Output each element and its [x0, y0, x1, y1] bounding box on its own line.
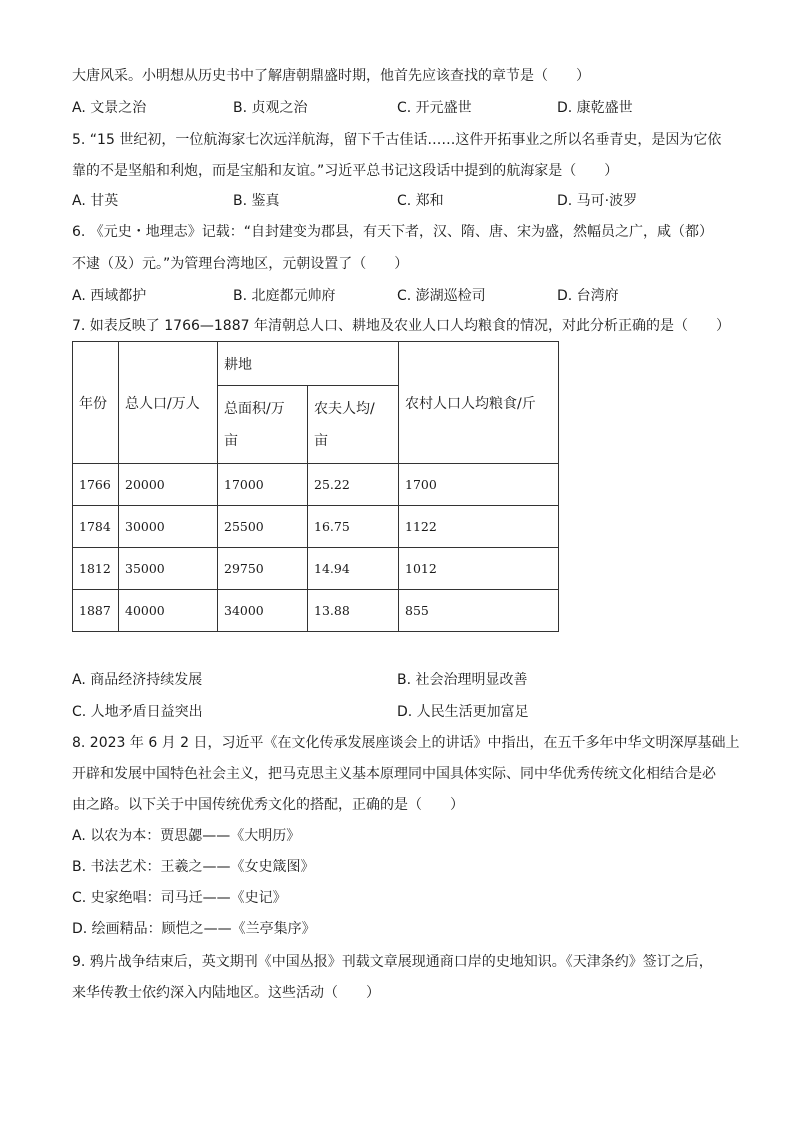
table-header-total-area-line2: 亩: [224, 432, 238, 449]
q6-option-a: A. 西域都护: [72, 288, 147, 304]
q5-option-b: B. 鉴真: [233, 193, 280, 209]
q9-stem-line1: 9. 鸦片战争结束后，英文期刊《中国丛报》刊载文章展现通商口岸的史地知识。《天津条约》签订之后，: [72, 954, 713, 970]
cell-per-farmer: 13.88: [308, 590, 399, 632]
q6-option-d: D. 台湾府: [557, 288, 619, 304]
q4-option-c: C. 开元盛世: [397, 100, 472, 116]
cell-year: 1766: [73, 464, 119, 506]
q4-option-a: A. 文景之治: [72, 100, 147, 116]
cell-year: 1784: [73, 506, 119, 548]
q7-option-b: B. 社会治理明显改善: [397, 672, 528, 688]
q4-option-b: B. 贞观之治: [233, 100, 308, 116]
cell-total-area: 17000: [218, 464, 308, 506]
q8-option-b: B. 书法艺术：王羲之——《女史箴图》: [72, 859, 315, 875]
q5-option-a: A. 甘英: [72, 193, 119, 209]
cell-population: 30000: [119, 506, 218, 548]
q8-option-c: C. 史家绝唱：司马迁——《史记》: [72, 890, 287, 906]
table-header-per-farmer-line1: 农夫人均/: [314, 400, 375, 417]
cell-total-area: 29750: [218, 548, 308, 590]
q9-stem-line2: 来华传教士依约深入内陆地区。这些活动（ ）: [72, 985, 380, 1001]
q7-stem: 7. 如表反映了 1766—1887 年清朝总人口、耕地及农业人口人均粮食的情况，对此分析正确的是（ ）: [72, 318, 730, 334]
q8-stem-line2: 开辟和发展中国特色社会主义，把马克思主义基本原理同中国具体实际、同中华优秀传统文化相结合是必: [72, 766, 716, 782]
cell-year: 1812: [73, 548, 119, 590]
table-header-farmland: 耕地: [218, 342, 399, 386]
q5-option-d: D. 马可·波罗: [557, 193, 638, 209]
table-header-grain: 农村人口人均粮食/斤: [399, 342, 559, 464]
q8-stem-line3: 由之路。以下关于中国传统优秀文化的搭配，正确的是（ ）: [72, 797, 464, 813]
q8-stem-line1: 8. 2023 年 6 月 2 日，习近平《在文化传承发展座谈会上的讲话》中指出，在五千多年中华文明深厚基础上: [72, 735, 740, 751]
q5-option-c: C. 郑和: [397, 193, 444, 209]
table-header-per-farmer-line2: 亩: [314, 432, 328, 449]
table-header-population: 总人口/万人: [119, 342, 218, 464]
cell-population: 20000: [119, 464, 218, 506]
q7-option-c: C. 人地矛盾日益突出: [72, 704, 203, 720]
q8-option-a: A. 以农为本：贾思勰——《大明历》: [72, 828, 301, 844]
q7-option-a: A. 商品经济持续发展: [72, 672, 203, 688]
cell-grain: 1700: [399, 464, 559, 506]
cell-population: 40000: [119, 590, 218, 632]
q6-stem-line1: 6. 《元史・地理志》记载：“自封建变为郡县，有天下者，汉、隋、唐、宋为盛，然幅员之广，咸（都）: [72, 224, 714, 240]
table-row: [73, 464, 559, 506]
q7-option-d: D. 人民生活更加富足: [397, 704, 529, 720]
table-header-per-farmer: [308, 386, 399, 464]
cell-grain: 855: [399, 590, 559, 632]
cell-population: 35000: [119, 548, 218, 590]
cell-year: 1887: [73, 590, 119, 632]
q6-stem-line2: 不逮（及）元。”为管理台湾地区，元朝设置了（ ）: [72, 256, 409, 272]
cell-per-farmer: 25.22: [308, 464, 399, 506]
table-row: [73, 506, 559, 548]
q4-option-d: D. 康乾盛世: [557, 100, 633, 116]
table-header-total-area: [218, 386, 308, 464]
q5-stem-line1: 5. “15 世纪初，一位航海家七次远洋航海，留下千古佳话……这件开拓事业之所以名垂青史，是因为它依: [72, 132, 722, 148]
cell-grain: 1012: [399, 548, 559, 590]
cell-total-area: 25500: [218, 506, 308, 548]
table-header-year: 年份: [73, 342, 119, 464]
q6-option-c: C. 澎湖巡检司: [397, 288, 486, 304]
table-row: [73, 548, 559, 590]
cell-total-area: 34000: [218, 590, 308, 632]
cell-grain: 1122: [399, 506, 559, 548]
cell-per-farmer: 16.75: [308, 506, 399, 548]
q8-option-d: D. 绘画精品：顾恺之——《兰亭集序》: [72, 921, 316, 937]
table-row: [73, 590, 559, 632]
cell-per-farmer: 14.94: [308, 548, 399, 590]
q4-stem: 大唐风采。小明想从历史书中了解唐朝鼎盛时期，他首先应该查找的章节是（ ）: [72, 68, 590, 84]
q6-option-b: B. 北庭都元帅府: [233, 288, 336, 304]
table-header-total-area-line1: 总面积/万: [224, 400, 285, 417]
population-table: [72, 341, 559, 632]
q5-stem-line2: 靠的不是坚船和利炮，而是宝船和友谊。”习近平总书记这段话中提到的航海家是（ ）: [72, 163, 619, 179]
